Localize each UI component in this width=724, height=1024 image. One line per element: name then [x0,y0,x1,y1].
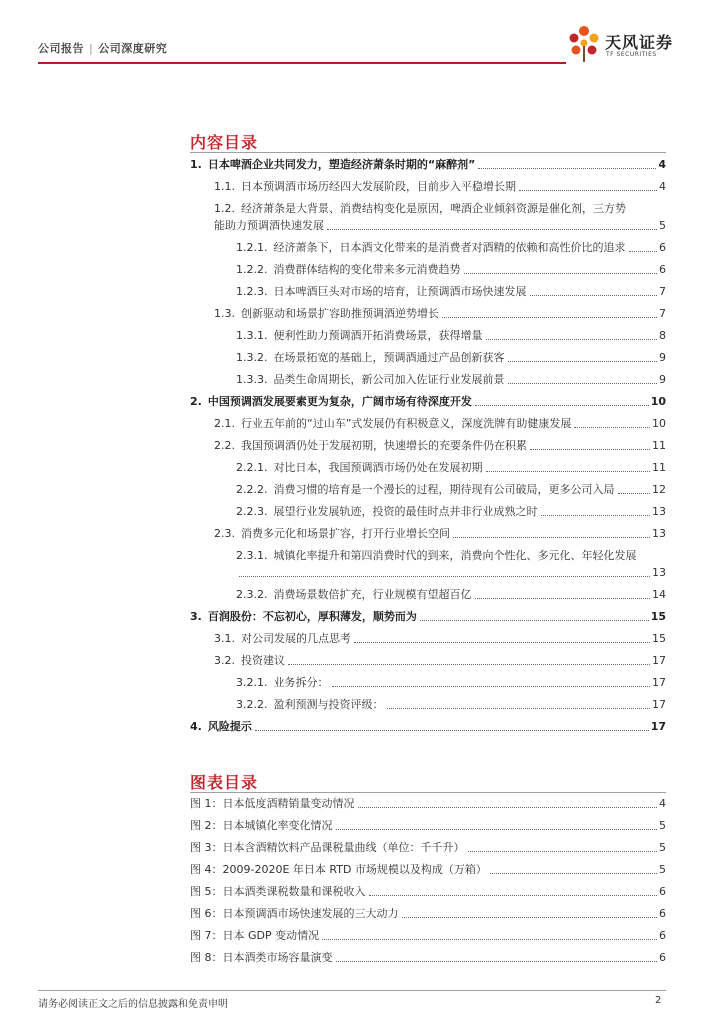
toc-entry-number: 1.2.2. [236,263,268,276]
toc-entry[interactable] [214,632,666,646]
figure-entry-text: 图 5：日本酒类课税数量和课税收入 [190,885,366,898]
toc-entry[interactable] [236,698,666,712]
brand-name: 天风证券 [605,33,674,52]
footer-disclaimer: 请务必阅读正文之后的信息披露和免责申明 [38,999,228,1010]
brand-logo [565,24,689,64]
toc-entry[interactable] [190,610,666,624]
toc-entry-number: 2.2.3. [236,505,268,518]
toc-entry[interactable] [190,395,666,409]
figure-leader [490,873,657,874]
toc-entry-page: 7 [659,307,666,320]
toc-entry[interactable] [214,527,666,541]
toc-entry[interactable] [236,263,666,277]
toc-entry-number: 1.3.1. [236,329,268,342]
toc-entry[interactable] [190,720,666,734]
brand-subname: TF SECURITIES [606,51,657,58]
toc-entry[interactable] [236,285,666,299]
toc-entry-text: 创新驱动和场景扩容助推预调酒逆势增长 [241,307,439,320]
report-type: 公司报告 [38,42,84,55]
toc-leader [239,576,650,577]
figure-entry[interactable] [190,841,666,855]
toc-entry-page: 15 [650,610,666,623]
toc-entry-number: 4. [190,720,202,733]
toc-entry-text: 品类生命周期长，新公司加入佐证行业发展前景 [273,373,505,386]
toc-entry-text: 城镇化率提升和第四消费时代的到来，消费向个性化、多元化、年轻化发展 [273,549,637,562]
header-divider [38,62,566,64]
toc-entry[interactable] [236,241,666,255]
toc-entry-text: 消费场景数倍扩充，行业规模有望超百亿 [273,588,472,601]
toc-leader [288,664,650,665]
figure-entry-text: 图 3：日本含酒精饮料产品课税量曲线（单位：千千升） [190,841,465,854]
toc-entry-number: 3. [190,610,202,623]
toc-entry[interactable] [214,180,666,194]
toc-entry-text: 展望行业发展轨迹，投资的最佳时点并非行业成熟之时 [273,505,538,518]
toc-title-divider [190,152,666,153]
figure-entry-page: 6 [659,907,666,920]
report-subtype: 公司深度研究 [98,42,168,55]
figure-leader [468,851,658,852]
figure-leader [369,895,658,896]
toc-entry-text: 盈利预测与投资评级： [273,698,384,711]
figure-entry-page: 5 [659,841,666,854]
toc-entry-page: 9 [659,351,666,364]
toc-entry-number: 1.2.3. [236,285,268,298]
figure-entry-text: 图 6：日本预调酒市场快速发展的三大动力 [190,907,399,920]
toc-entry-text: 业务拆分： [273,676,329,689]
toc-entry-number: 3.2. [214,654,235,667]
toc-entry-text-cont: 能助力预调酒快速发展 [214,219,324,232]
toc-entry-page: 6 [659,241,666,254]
toc-entry-page: 17 [652,654,666,667]
toc-leader [442,317,657,318]
toc-entry-text: 日本啤酒企业共同发力，塑造经济萧条时期的“麻醉剂” [207,158,476,171]
toc-entry[interactable] [214,307,666,321]
toc-entry-number: 2.2.2. [236,483,268,496]
toc-leader [629,251,658,252]
toc-leader [530,449,650,450]
toc-leader [387,708,651,709]
toc-entry[interactable] [236,461,666,475]
toc-entry-page: 7 [659,285,666,298]
toc-entry-number: 3.2.1. [236,676,268,689]
toc-entry-number: 1. [190,158,202,171]
toc-entry-text: 经济萧条下，日本酒文化带来的是消费者对酒精的依赖和高性价比的追求 [273,241,626,254]
toc-entry[interactable] [236,676,666,690]
toc-leader [475,598,651,599]
figure-entry-page: 6 [659,929,666,942]
toc-entry-page: 4 [659,180,666,193]
figure-entry-text: 图 8：日本酒类市场容量演变 [190,951,333,964]
figure-entry-page: 6 [659,951,666,964]
toc-leader [475,405,649,406]
toc-entry-leader-row [236,566,666,580]
toc-entry-text: 风险提示 [207,720,252,733]
toc-entry-text: 消费习惯的培育是一个漫长的过程，期待现有公司破局，更多公司入局 [273,483,615,496]
toc-entry-number: 1.3. [214,307,235,320]
toc-entry-text: 便利性助力预调酒开拓消费场景，获得增量 [273,329,483,342]
toc-entry-number: 3.1. [214,632,235,645]
toc-entry-number: 2. [190,395,202,408]
toc-entry[interactable] [190,158,666,172]
toc-entry-text: 行业五年前的“过山车”式发展仍有积极意义，深度洗牌有助健康发展 [241,417,572,430]
toc-title: 内容目录 [190,133,259,152]
toc-leader [420,620,649,621]
report-category [38,40,167,56]
toc-entry-number: 1.1. [214,180,235,193]
toc-entry-number: 1.2.1. [236,241,268,254]
header-separator: | [89,42,94,55]
toc-entry-page: 12 [652,483,666,496]
toc-entry-text: 对比日本，我国预调酒市场仍处在发展初期 [273,461,483,474]
toc-leader [332,686,651,687]
toc-entry-text: 在场景拓宽的基础上，预调酒通过产品创新获客 [273,351,505,364]
toc-entry-page: 17 [652,698,666,711]
toc-entry-page: 8 [659,329,666,342]
figure-leader [336,961,658,962]
toc-entry-number: 2.3.1. [236,549,268,562]
toc-entry[interactable] [236,483,666,497]
figure-entry[interactable] [190,907,666,921]
toc-entry-number: 2.2. [214,439,235,452]
toc-entry[interactable] [236,549,637,563]
toc-entry-text: 对公司发展的几点思考 [241,632,351,645]
toc-leader [574,427,650,428]
toc-leader [508,383,658,384]
figure-entry[interactable] [190,885,666,899]
toc-entry-number: 2.1. [214,417,235,430]
toc-entry-text: 投资建议 [241,654,285,667]
toc-entry-text: 我国预调酒仍处于发展初期，快速增长的充要条件仍在积累 [241,439,527,452]
toc-leader [464,273,658,274]
toc-leader [453,537,650,538]
toc-entry[interactable] [236,329,666,343]
toc-leader [508,361,658,362]
figure-leader [336,829,658,830]
figure-entry-page: 6 [659,885,666,898]
toc-entry[interactable] [236,505,666,519]
toc-entry-page: 14 [652,588,666,601]
flower-logo-icon [565,24,603,64]
toc-leader [618,493,651,494]
toc-entry-text: 日本预调酒市场历经四大发展阶段，目前步入平稳增长期 [241,180,516,193]
toc-leader [478,168,656,169]
toc-entry-number: 1.2. [214,202,235,215]
toc-entry-page: 11 [652,439,666,452]
toc-entry-text: 消费多元化和场景扩容，打开行业增长空间 [241,527,450,540]
figures-title: 图表目录 [190,773,259,792]
toc-entry-page: 10 [652,417,666,430]
footer-divider [38,990,666,991]
toc-leader [541,515,651,516]
toc-entry-page: 5 [659,219,666,232]
toc-leader [255,730,649,731]
toc-entry-page: 6 [659,263,666,276]
figure-entry-text: 图 7：日本 GDP 变动情况 [190,929,320,942]
toc-entry-number: 2.3.2. [236,588,268,601]
toc-entry-line1[interactable] [214,202,626,216]
toc-entry-page: 17 [650,720,666,733]
toc-entry-page: 10 [650,395,666,408]
toc-leader [530,295,658,296]
figures-title-divider [190,792,666,793]
toc-entry[interactable] [214,417,666,431]
figure-entry-text: 图 4：2009-2020E 年日本 RTD 市场规模以及构成（万箱） [190,863,487,876]
toc-entry-text: 消费群体结构的变化带来多元消费趋势 [273,263,461,276]
toc-entry-page: 13 [652,505,666,518]
figure-entry-page: 4 [659,797,666,810]
figure-entry[interactable] [190,929,666,943]
toc-entry-number: 2.3. [214,527,235,540]
toc-leader [486,471,651,472]
toc-entry-page: 13 [652,566,666,579]
toc-entry-page: 17 [652,676,666,689]
figure-entry[interactable] [190,797,666,811]
toc-entry[interactable] [214,219,666,233]
figure-entry-page: 5 [659,819,666,832]
toc-entry[interactable] [236,351,666,365]
toc-entry-page: 4 [658,158,666,171]
toc-entry-number: 2.2.1. [236,461,268,474]
figure-entry[interactable] [190,819,666,833]
toc-entry[interactable] [214,439,666,453]
toc-entry-text: 经济萧条是大背景、消费结构变化是原因，啤酒企业倾斜资源是催化剂，三方势 [241,202,626,215]
figure-entry-text: 图 1：日本低度酒精销量变动情况 [190,797,355,810]
toc-entry-page: 11 [652,461,666,474]
toc-entry-number: 3.2.2. [236,698,268,711]
toc-leader [486,339,658,340]
toc-entry-number: 1.3.3. [236,373,268,386]
figure-leader [322,939,657,940]
toc-entry-number: 1.3.2. [236,351,268,364]
toc-leader [519,190,657,191]
toc-entry-page: 13 [652,527,666,540]
figure-entry-page: 5 [659,863,666,876]
toc-entry[interactable] [236,373,666,387]
figure-entry[interactable] [190,951,666,965]
figure-leader [358,807,658,808]
figure-leader [402,917,658,918]
toc-entry[interactable] [214,654,666,668]
figure-entry-text: 图 2：日本城镇化率变化情况 [190,819,333,832]
toc-entry-text: 日本啤酒巨头对市场的培育，让预调酒市场快速发展 [273,285,527,298]
toc-leader [327,229,657,230]
toc-entry-page: 9 [659,373,666,386]
toc-entry[interactable] [236,588,666,602]
toc-entry-text: 中国预调酒发展要素更为复杂，广阔市场有待深度开发 [207,395,472,408]
page-number: 2 [655,995,662,1006]
toc-entry-page: 15 [652,632,666,645]
figure-entry[interactable] [190,863,666,877]
toc-leader [354,642,650,643]
toc-entry-text: 百润股份：不忘初心，厚积薄发，顺势而为 [207,610,417,623]
